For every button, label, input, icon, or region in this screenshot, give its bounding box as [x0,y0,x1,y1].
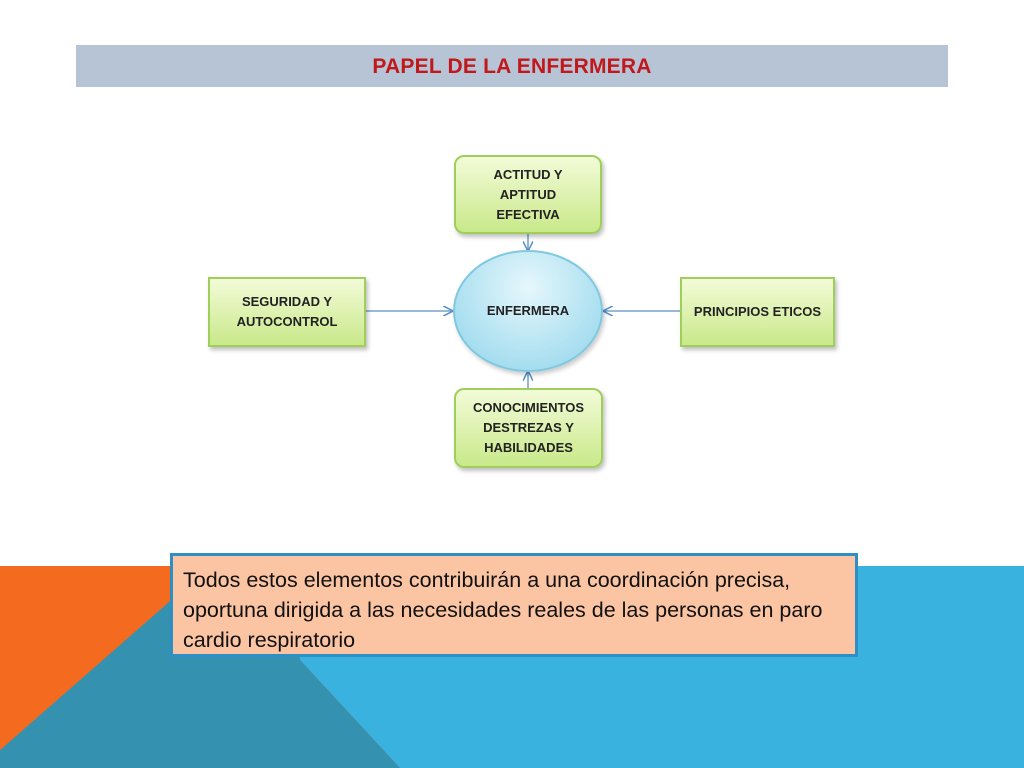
node-seguridad [208,277,366,347]
summary-note [170,553,858,657]
node-actitud [454,155,602,234]
node-conocimientos [454,388,603,468]
summary-note-text: Todos estos elementos contribuirán a una coordinación precisa, oportuna dirigida a las necesidades reales de las personas en paro cardio respiratorio [183,568,823,652]
node-principios [680,277,835,347]
page-title: PAPEL DE LA ENFERMERA [372,55,652,78]
node-seguridad-label: SEGURIDAD Y AUTOCONTROL [236,294,338,329]
node-enfermera [453,250,603,372]
node-enfermera-label: ENFERMERA [486,303,570,318]
node-principios-label: PRINCIPIOS ETICOS [693,304,822,319]
node-actitud-label: ACTITUD Y APTITUD EFECTIVA [493,166,563,222]
node-conocimientos-label: CONOCIMIENTOS DESTREZAS Y HABILIDADES [473,400,584,455]
